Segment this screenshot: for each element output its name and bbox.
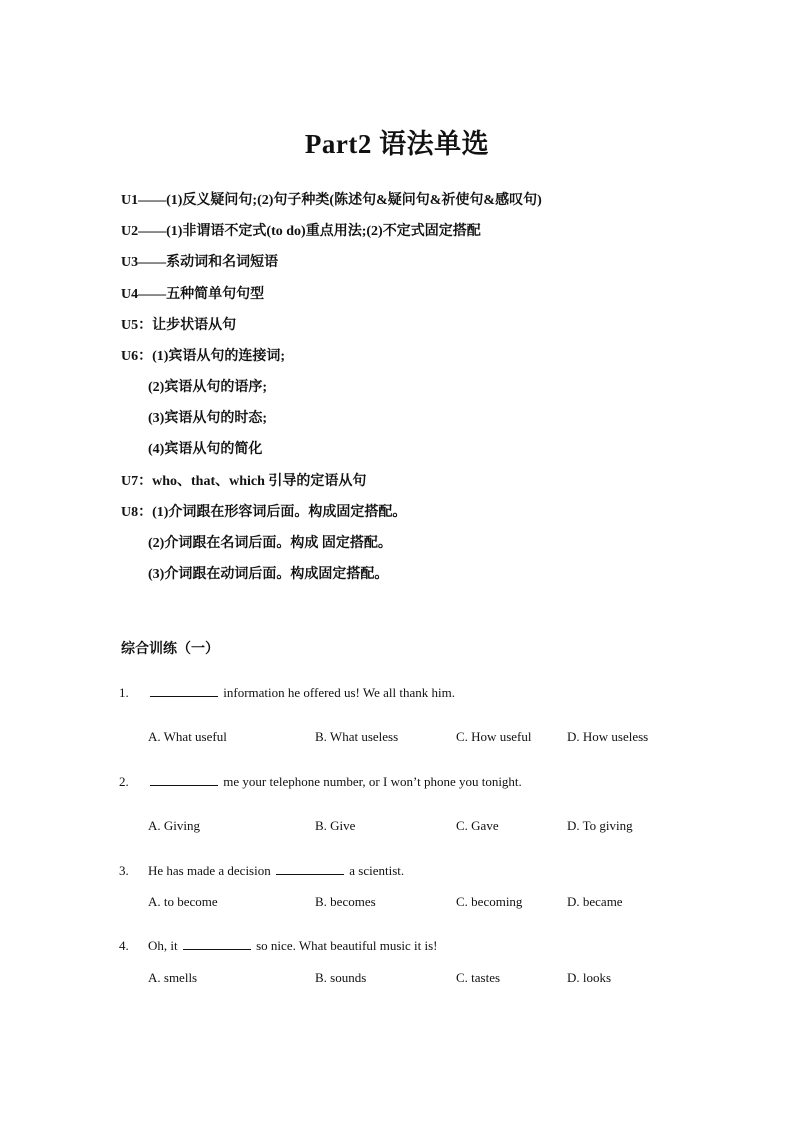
unit-line-u8: U8：(1)介词跟在形容词后面。构成固定搭配。: [121, 505, 407, 520]
option-c: C. Gave: [456, 818, 499, 833]
question-text-after: so nice. What beautiful music it is!: [252, 938, 438, 953]
option-a: A. What useful: [148, 729, 227, 744]
question-text-after: a scientist.: [345, 863, 405, 878]
option-d: D. looks: [567, 970, 612, 985]
option-b: B. Give: [315, 818, 356, 833]
unit-line-u1: U1——(1)反义疑问句;(2)句子种类(陈述句&疑问句&祈使句&感叹句): [121, 193, 542, 208]
answer-blank: [150, 784, 218, 786]
unit-line-u2: U2——(1)非谓语不定式(to do)重点用法;(2)不定式固定搭配: [121, 224, 481, 239]
question-text-before: He has made a decision: [148, 863, 274, 878]
option-c: C. tastes: [456, 970, 501, 985]
question-text: [148, 938, 437, 954]
unit-line-u5: U5：让步状语从句: [121, 318, 237, 333]
section-title: 综合训练（一）: [121, 642, 219, 657]
question-text: [148, 774, 522, 790]
option-d: D. How useless: [567, 729, 649, 744]
question-text: [148, 685, 455, 701]
unit-line-u6-2: (2)宾语从句的语序;: [148, 380, 267, 395]
question-number: 4.: [119, 938, 129, 953]
option-d: D. became: [567, 894, 623, 909]
option-a: A. to become: [148, 894, 218, 909]
answer-blank: [150, 695, 218, 697]
unit-line-u3: U3——系动词和名词短语: [121, 255, 279, 270]
unit-line-u6: U6：(1)宾语从句的连接词;: [121, 349, 286, 364]
question-number: 3.: [119, 863, 129, 878]
question-text-after: information he offered us! We all thank him.: [220, 685, 455, 700]
option-a: A. Giving: [148, 818, 200, 833]
unit-line-u6-3: (3)宾语从句的时态;: [148, 411, 267, 426]
unit-line-u8-3: (3)介词跟在动词后面。构成固定搭配。: [148, 567, 389, 582]
page-title: Part2 语法单选: [304, 129, 490, 159]
option-b: B. becomes: [315, 894, 376, 909]
option-b: B. What useless: [315, 729, 399, 744]
question-text: [148, 863, 404, 879]
question-text-after: me your telephone number, or I won’t phone you tonight.: [220, 774, 522, 789]
answer-blank: [276, 873, 344, 875]
unit-line-u4: U4——五种简单句句型: [121, 287, 265, 302]
unit-line-u7: U7：who、that、which 引导的定语从句: [121, 474, 367, 489]
option-d: D. To giving: [567, 818, 633, 833]
unit-line-u6-4: (4)宾语从句的简化: [148, 442, 263, 457]
option-b: B. sounds: [315, 970, 367, 985]
answer-blank: [183, 948, 251, 950]
question-text-before: Oh, it: [148, 938, 181, 953]
option-c: C. How useful: [456, 729, 532, 744]
question-number: 2.: [119, 774, 129, 789]
option-c: C. becoming: [456, 894, 523, 909]
unit-line-u8-2: (2)介词跟在名词后面。构成 固定搭配。: [148, 536, 392, 551]
question-number: 1.: [119, 685, 129, 700]
option-a: A. smells: [148, 970, 198, 985]
